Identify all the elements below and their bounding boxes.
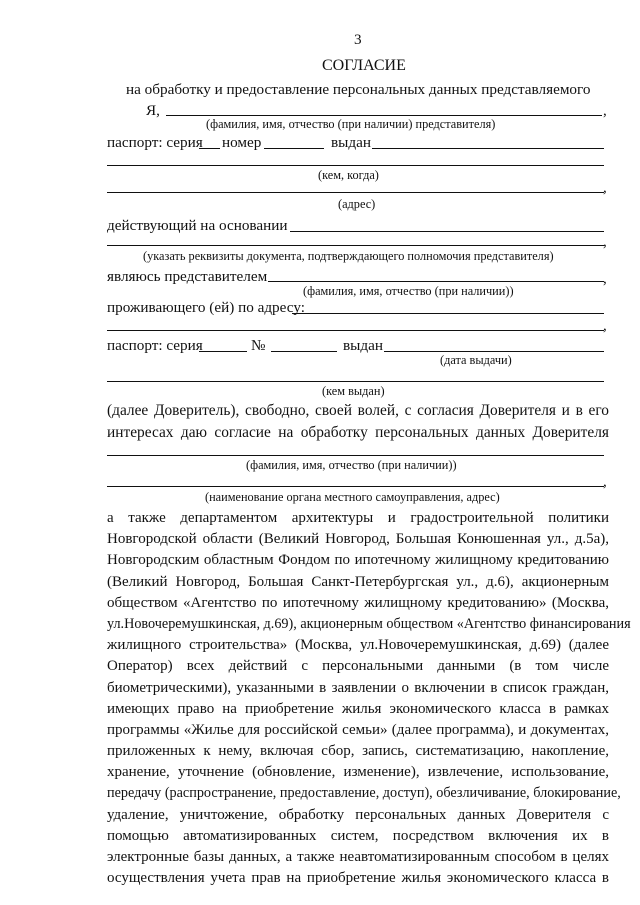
consent-paragraph xyxy=(107,400,609,443)
ya-label: Я, xyxy=(146,102,160,119)
acting-basis-label: действующий на основании xyxy=(107,217,288,234)
local-authority-field[interactable] xyxy=(107,486,604,487)
residing-address-label: проживающего (ей) по адресу: xyxy=(107,299,305,316)
issued-by-when-caption: (кем, когда) xyxy=(318,168,379,182)
page-number: 3 xyxy=(354,31,362,48)
residing-address-field[interactable] xyxy=(292,313,604,314)
body-line: обществом «Агентство по ипотечному жилищному кредитованию» (Москва, xyxy=(107,594,609,611)
principal-passport-series-field[interactable] xyxy=(199,351,247,352)
body-line: приложенных к нему, включая сбор, запись, систематизацию, накопление, xyxy=(107,743,609,760)
passport-number-field[interactable] xyxy=(264,148,324,149)
body-line: передачу (распространение, предоставление, доступ), обезличивание, блокирование, xyxy=(107,785,621,802)
address-caption: (адрес) xyxy=(338,197,376,211)
comma: , xyxy=(603,318,607,334)
issued-by-caption: (кем выдан) xyxy=(322,384,385,398)
body-line: программы «Жилье для российской семьи» (далее программа), и документах, xyxy=(107,721,609,738)
representative-of-label: являюсь представителем xyxy=(107,268,268,285)
body-line: осуществления учета прав на приобретение жилья экономического класса в xyxy=(107,870,609,887)
principal-passport-series-label: паспорт: серия xyxy=(107,337,203,354)
passport-issued-label: выдан xyxy=(331,134,371,151)
comma: , xyxy=(603,234,607,250)
principal-passport-issued-label: выдан xyxy=(343,337,383,354)
body-line: Новгородской области (Великий Новгород, Большая Конюшенная ул., д.5а), xyxy=(107,531,609,548)
body-line: Оператор) всех действий с персональными данными (в том числе xyxy=(107,658,609,675)
comma: , xyxy=(603,180,607,196)
body-line: помощью автоматизированных систем, посредством включения их в xyxy=(107,827,609,844)
representative-fio-field[interactable] xyxy=(166,115,602,116)
authority-document-field[interactable] xyxy=(107,245,604,246)
representative-fio-caption: (фамилия, имя, отчество (при наличии) представителя) xyxy=(206,117,496,131)
body-line: жилищного строительства» (Москва, ул.Новочеремушкинская, д.69) (далее xyxy=(107,637,609,654)
issue-date-caption: (дата выдачи) xyxy=(440,353,512,367)
authority-document-caption: (указать реквизиты документа, подтверждающего полномочия представителя) xyxy=(143,249,554,263)
consent-line: (далее Доверитель), свободно, своей волей, с согласия Доверителя и в его xyxy=(107,402,609,419)
principal-passport-number-label: № xyxy=(251,337,266,354)
passport-number-label: номер xyxy=(222,134,262,151)
body-line: электронные базы данных, а также неавтоматизированным способом в целях xyxy=(107,849,609,865)
passport-issued-field[interactable] xyxy=(372,148,604,149)
consent-body-text xyxy=(107,508,631,889)
body-line: имеющих право на приобретение жилья экономического класса в рамках xyxy=(107,700,609,717)
passport-series-label: паспорт: серия xyxy=(107,134,203,151)
body-line: (Великий Новгород, Большая Санкт-Петербургская ул., д.6), акционерным xyxy=(107,573,609,590)
principal-fio-field[interactable] xyxy=(268,281,604,282)
acting-basis-field[interactable] xyxy=(290,231,604,232)
body-line: удаление, уничтожение, обработку персональных данных Доверителя с xyxy=(107,806,609,823)
principal-fio-caption: (фамилия, имя, отчество (при наличии)) xyxy=(303,284,514,298)
address-field[interactable] xyxy=(107,192,604,193)
principal-passport-issued-field[interactable] xyxy=(384,351,604,352)
passport-series-field[interactable] xyxy=(199,148,220,149)
document-title: СОГЛАСИЕ xyxy=(322,57,406,74)
consent-line: интересах даю согласие на обработку персональных данных Доверителя xyxy=(107,423,609,441)
body-line: а также департаментом архитектуры и градостроительной политики xyxy=(107,510,609,526)
body-line: хранение, уточнение (обновление, изменение), извлечение, использование, xyxy=(107,764,609,781)
document-subtitle: на обработку и предоставление персональных данных представляемого xyxy=(126,81,591,98)
comma: , xyxy=(603,271,607,287)
body-line: биометрическими), указанными в заявлении о включении в список граждан, xyxy=(107,679,609,696)
issued-by-when-field[interactable] xyxy=(107,165,604,166)
principal-passport-number-field[interactable] xyxy=(271,351,337,352)
comma: , xyxy=(603,103,607,119)
body-line: Новгородским областным Фондом по ипотечному жилищному кредитованию xyxy=(107,552,609,569)
issued-by-field[interactable] xyxy=(107,381,604,382)
comma: , xyxy=(603,474,607,490)
body-line: ул.Новочеремушкинская, д.69), акционерным обществом «Агентство финансирования xyxy=(107,615,631,632)
residing-address-field-2[interactable] xyxy=(107,330,604,331)
principal-fio-field-2[interactable] xyxy=(107,455,604,456)
local-authority-caption: (наименование органа местного самоуправления, адрес) xyxy=(205,490,500,504)
principal-fio-caption-2: (фамилия, имя, отчество (при наличии)) xyxy=(246,458,457,472)
